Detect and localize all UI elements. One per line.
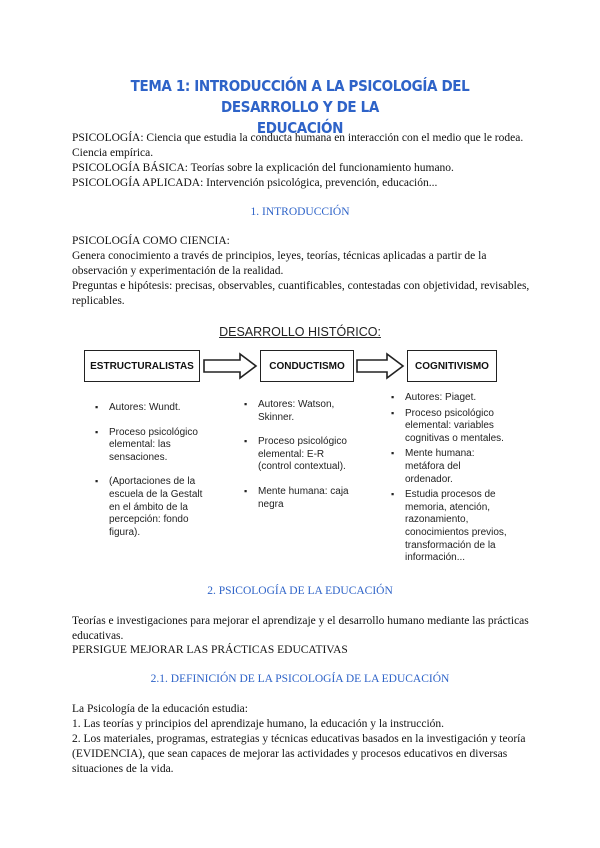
bullet-line: elemental: variables [405,420,494,432]
bullet-item [95,476,225,539]
bullet-line: elemental: E-R [258,448,325,460]
definition-psicologia-basica: PSICOLOGÍA BÁSICA: Teorías sobre la explicación del funcionamiento humano. [72,162,454,174]
bullet-item [391,489,521,565]
document-title-line-2: EDUCACIÓN [256,119,344,137]
bullet-item [391,392,521,405]
bullet-line: información... [405,552,466,564]
section-heading-psicologia-educacion: 2. PSICOLOGÍA DE LA EDUCACIÓN [207,585,393,597]
definition-psicologia: PSICOLOGÍA: Ciencia que estudia la conducta humana en interacción con el medio que le rodea. [72,132,524,144]
bullet-line: ▪ Proceso psicológico [405,407,494,419]
intro-line-4: replicables. [72,295,125,307]
definition-psicologia-aplicada: PSICOLOGÍA APLICADA: Intervención psicológica, prevención, educación... [72,177,438,189]
bullet-line: ▪ Autores: Wundt. [109,402,181,413]
definicion-item-1: 1. Las teorías y principios del aprendizaje humano, la educación y la instrucción. [72,718,445,730]
bullet-item [244,399,374,424]
intro-line-2: observación y experimentación de la realidad. [72,265,284,277]
bullet-line: metáfora del [405,460,461,472]
definicion-item-2-line-2: (EVIDENCIA), que sean capaces de mejorar las actividades y procesos educativos en diversas [72,748,508,760]
intro-line-1: Genera conocimiento a través de principios, leyes, teorías, técnicas aplicadas a partir de la [72,250,487,262]
definicion-item-2-line-1: 2. Los materiales, programas, estrategias y técnicas educativas basados en la investigación y teoría [72,733,526,745]
definition-ciencia-empirica: Ciencia empírica. [72,147,154,159]
document-title-line-1: TEMA 1: INTRODUCCIÓN A LA PSICOLOGÍA DEL DESARROLLO Y DE LA [130,77,470,116]
bullet-item [391,448,521,486]
bullet-line: (control contextual). [258,461,346,473]
bullet-line: ▪ Proceso psicológico [258,436,347,448]
bullet-line: percepción: fondo [109,514,189,526]
subheading-psicologia-ciencia: PSICOLOGÍA COMO CIENCIA: [72,235,230,247]
bullet-line: sensaciones. [109,451,168,463]
arrow-right-icon [202,352,258,380]
bullet-item [244,486,374,511]
bullet-line: elemental: las [109,439,171,451]
cognitivismo-list [391,392,521,568]
section-heading-introduccion: 1. INTRODUCCIÓN [250,206,350,218]
bullet-line: razonamiento, [405,514,469,526]
bullet-line: transformación de la [405,539,496,551]
box-estructuralistas: ESTRUCTURALISTAS [84,350,200,382]
bullet-line: en el ámbito de la [109,501,188,513]
definicion-item-2-line-3: situaciones de la vida. [72,763,174,775]
diagram-title: DESARROLLO HISTÓRICO: [219,325,381,339]
box-conductismo: CONDUCTISMO [260,350,354,382]
bullet-line: escuela de la Gestalt [109,488,203,500]
bullet-line: memoria, atención, [405,501,491,513]
bullet-line: ▪ Mente humana: caja [258,485,349,497]
section2-line-2: educativas. [72,630,124,642]
bullet-line: ▪ Autores: Watson, [258,399,335,410]
section2-emphasis: PERSIGUE MEJORAR LAS PRÁCTICAS EDUCATIVAS [72,644,348,656]
bullet-line: conocimientos previos, [405,526,507,538]
estructuralistas-list [95,402,225,551]
arrow-right-icon [355,352,405,380]
bullet-line: cognitivas o mentales. [405,432,504,444]
bullet-item [95,402,225,415]
bullet-item [391,408,521,446]
bullet-line: ▪ Estudia procesos de [405,489,496,501]
box-cognitivismo: COGNITIVISMO [407,350,497,382]
bullet-line: negra [258,498,284,510]
bullet-line: ▪ Mente humana: [405,448,475,460]
section-heading-definicion: 2.1. DEFINICIÓN DE LA PSICOLOGÍA DE LA EDUCACIÓN [150,673,450,685]
bullet-item [95,427,225,465]
bullet-line: figura). [109,526,141,538]
section2-line-1: Teorías e investigaciones para mejorar el aprendizaje y el desarrollo humano mediante las prácticas [72,615,529,627]
document-title [93,76,507,139]
intro-line-3: Preguntas e hipótesis: precisas, observables, cuantificables, contestadas con objetividad, revisables, [72,280,530,292]
bullet-item [244,436,374,474]
definicion-intro: La Psicología de la educación estudia: [72,703,248,715]
conductismo-list [244,399,374,523]
bullet-line: Skinner. [258,411,295,423]
bullet-line: ▪ (Aportaciones de la [109,476,196,488]
bullet-line: ▪ Proceso psicológico [109,426,198,438]
bullet-line: ▪ Autores: Piaget. [405,392,477,403]
bullet-line: ordenador. [405,473,453,485]
